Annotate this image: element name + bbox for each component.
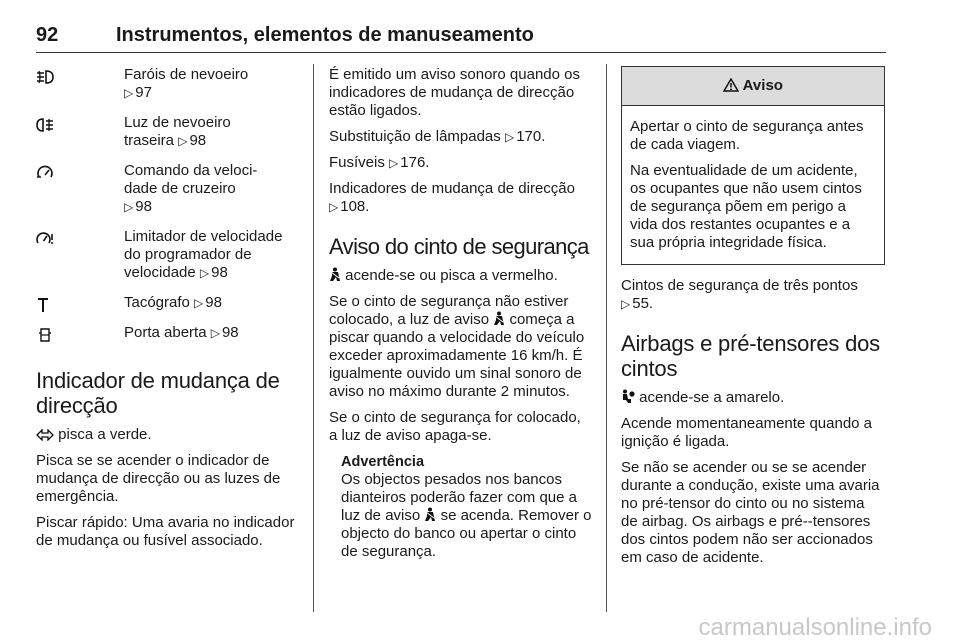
indicator-tachograph: Tacógrafo ▷ 98 bbox=[36, 294, 298, 312]
warning-triangle-icon bbox=[723, 78, 739, 92]
indicator-cruise-control: Comando da veloci- dade de cruzeiro ▷ 98 bbox=[36, 162, 298, 216]
speed-limiter-icon bbox=[36, 231, 54, 247]
turn-indicator-paragraph-3: Piscar rápido: Uma avaria no indicador de mudança ou fusível associado. bbox=[36, 514, 295, 549]
indicator-rear-fog-light: Luz de nevoeiro traseira ▷ 98 bbox=[36, 114, 298, 150]
fuse-reference: Fusíveis ▷ 176. bbox=[329, 154, 430, 171]
column-2 bbox=[329, 66, 593, 569]
column-divider-1 bbox=[313, 64, 314, 612]
notice-block bbox=[341, 453, 593, 561]
airbag-paragraph-2: Acende momentaneamente quando a ignição é ligada. bbox=[621, 415, 873, 450]
page-title: Instrumentos, elementos de manuseamento bbox=[116, 24, 534, 46]
seatbelt-icon bbox=[493, 311, 505, 326]
notice-title: Advertência bbox=[341, 454, 425, 470]
rear-fog-light-icon bbox=[36, 117, 54, 133]
seatbelt-paragraph-1: acende-se ou pisca a vermelho. bbox=[329, 267, 593, 285]
airbag-heading: Airbags e pré-tensores dos cintos bbox=[621, 331, 880, 381]
warning-header: Aviso bbox=[622, 67, 884, 106]
cruise-control-icon bbox=[36, 165, 54, 181]
column-1 bbox=[36, 66, 298, 558]
door-open-icon bbox=[36, 327, 54, 343]
warning-body: Apertar o cinto de segurança antes de cada viagem. Na eventualidade de um acidente, os ocupantes que não usem cintos de segurança põem em perigo a vida dos restantes ocupantes e a sua própria integridade física. bbox=[630, 118, 864, 251]
footer bbox=[0, 614, 960, 642]
watermark: carmanualsonline.info bbox=[698, 614, 932, 641]
column-divider-2 bbox=[606, 64, 607, 612]
fog-lights-icon bbox=[36, 69, 54, 85]
indicator-fog-lights: Faróis de nevoeiro ▷ 97 bbox=[36, 66, 298, 102]
turn-signal-icon bbox=[36, 429, 54, 441]
turn-indicator-text: pisca a verde. bbox=[36, 426, 298, 444]
page-header bbox=[36, 24, 886, 54]
column-3 bbox=[621, 66, 885, 575]
page-number: 92 bbox=[36, 24, 59, 46]
seatbelt-heading: Aviso do cinto de segurança bbox=[329, 234, 589, 259]
tachograph-icon bbox=[36, 297, 54, 313]
turn-sound-paragraph: É emitido um aviso sonoro quando os indicadores de mudança de direcção estão ligados. bbox=[329, 66, 580, 119]
indicator-speed-limiter: Limitador de velocidade do programador de velocidade ▷ 98 bbox=[36, 228, 298, 282]
three-point-belt-reference: Cintos de segurança de três pontos ▷ 55. bbox=[621, 277, 858, 312]
airbag-paragraph-1: acende-se a amarelo. bbox=[621, 389, 885, 407]
warning-box bbox=[621, 66, 885, 265]
header-rule bbox=[36, 52, 886, 53]
seatbelt-paragraph-2: Se o cinto de segurança não estiver colocado, a luz de aviso começa a piscar quando a velocidade do veículo exceder aproximadamente 16 km/h. É igualmente ouvido um sinal sonoro de aviso no máximo durante 2 minutos. bbox=[329, 293, 585, 400]
turn-indicator-paragraph-2: Pisca se se acender o indicador de mudança de direcção ou as luzes de emergência. bbox=[36, 452, 281, 505]
bulb-reference: Substituição de lâmpadas ▷ 170. bbox=[329, 128, 546, 145]
seatbelt-icon bbox=[329, 267, 341, 282]
airbag-icon bbox=[621, 389, 635, 404]
turn-indicator-reference: Indicadores de mudança de direcção ▷ 108. bbox=[329, 180, 575, 215]
airbag-paragraph-3: Se não se acender ou se se acender durante a condução, existe uma avaria no pré-tensor do cinto ou no sistema de airbag. Os airbags e pré--tensores dos cintos podem não ser accionados em caso de acidente. bbox=[621, 459, 880, 566]
turn-indicator-heading: Indicador de mudança de direcção bbox=[36, 368, 280, 418]
seatbelt-icon bbox=[424, 507, 436, 522]
seatbelt-paragraph-3: Se o cinto de segurança for colocado, a luz de aviso apaga-se. bbox=[329, 409, 581, 444]
notice-text: Os objectos pesados nos bancos dianteiros poderão fazer com que a luz de aviso se acenda. Remover o objecto do banco ou apertar o cinto de segurança. bbox=[341, 471, 592, 560]
indicator-door-open: Porta aberta ▷ 98 bbox=[36, 324, 298, 342]
